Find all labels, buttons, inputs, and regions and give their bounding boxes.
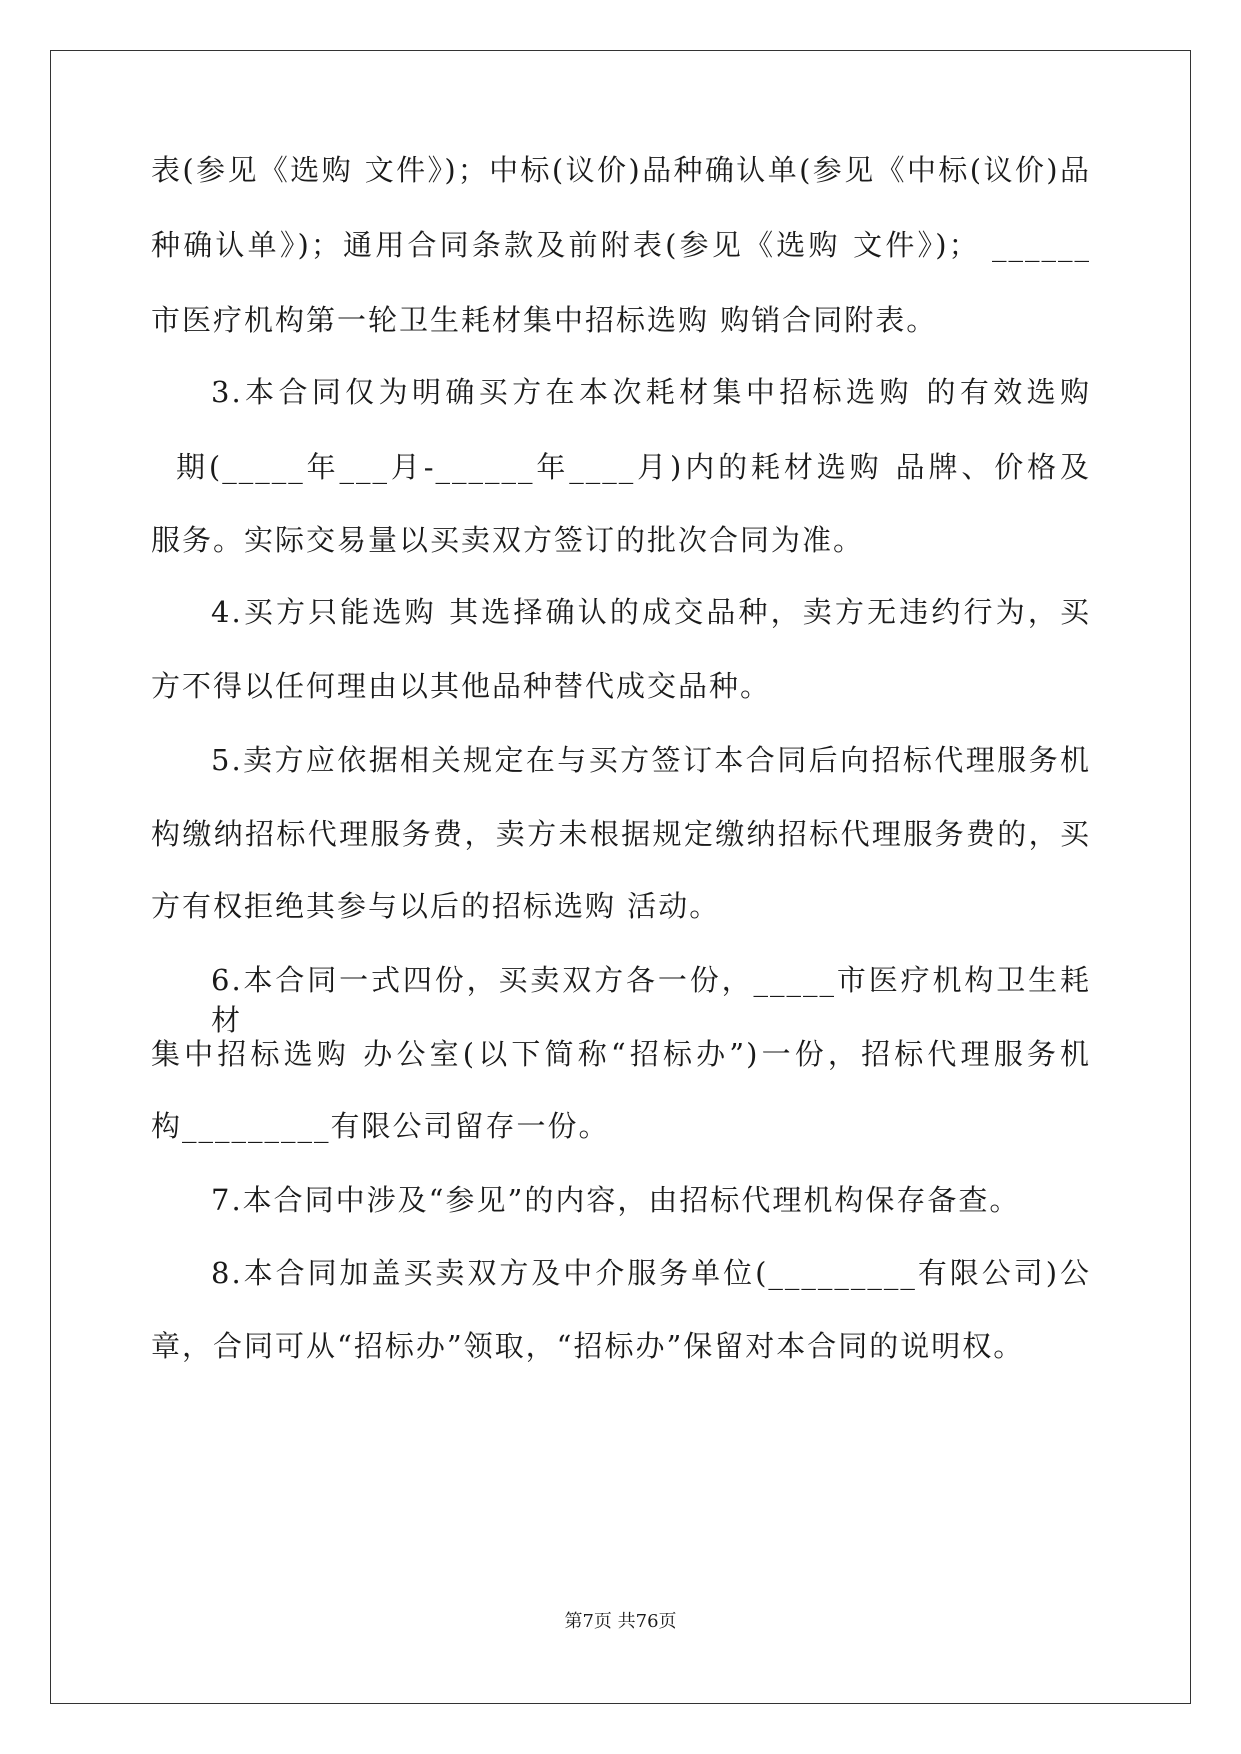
text-line: 市医疗机构第一轮卫生耗材集中招标选购 购销合同附表。 [151, 303, 938, 337]
text-line: 3.本合同仅为明确买方在本次耗材集中招标选购 的有效选购 [211, 375, 1091, 409]
text-line: 5.卖方应依据相关规定在与买方签订本合同后向招标代理服务机 [211, 743, 1091, 777]
text-line: 4.买方只能选购 其选择确认的成交品种，卖方无违约行为，买 [211, 595, 1091, 629]
text-line: 种确认单》)；通用合同条款及前附表(参见《选购 文件》)； ______ [151, 228, 1091, 262]
text-line: 表(参见《选购 文件》)；中标(议价)品种确认单(参见《中标(议价)品 [151, 153, 1091, 187]
text-line: 服务。实际交易量以买卖双方签订的批次合同为准。 [151, 523, 865, 557]
text-line: 构缴纳招标代理服务费，卖方未根据规定缴纳招标代理服务费的，买 [151, 817, 1091, 851]
text-line: 集中招标选购 办公室(以下简称“招标办”)一份，招标代理服务机 [151, 1037, 1091, 1071]
page-number: 第7页 共76页 [564, 1611, 677, 1632]
text-line: 期(_____年___月-______年____月)内的耗材选购 品牌、价格及 [176, 450, 1091, 484]
text-line: 章，合同可从“招标办”领取，“招标办”保留对本合同的说明权。 [151, 1329, 1025, 1363]
page-border [50, 50, 1191, 1704]
text-line: 构_________有限公司留存一份。 [151, 1109, 610, 1143]
text-line: 6.本合同一式四份，买卖双方各一份，_____市医疗机构卫生耗材 [211, 963, 1091, 1037]
text-line: 8.本合同加盖买卖双方及中介服务单位(_________有限公司)公 [211, 1256, 1091, 1290]
text-line: 方不得以任何理由以其他品种替代成交品种。 [151, 669, 772, 703]
text-line: 7.本合同中涉及“参见”的内容，由招标代理机构保存备查。 [211, 1183, 1021, 1217]
text-line: 方有权拒绝其参与以后的招标选购 活动。 [151, 889, 721, 923]
